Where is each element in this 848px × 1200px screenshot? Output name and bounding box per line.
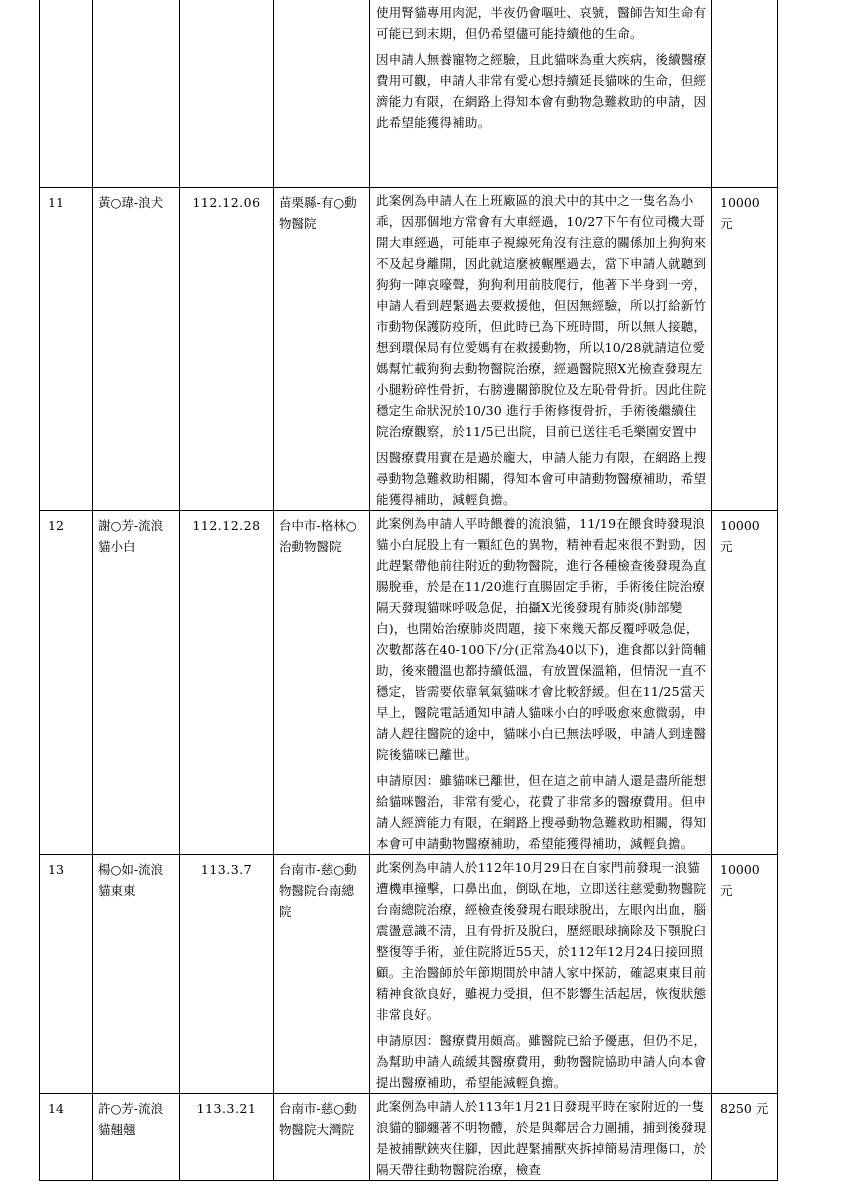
applicant-animal: 楊○如-流浪貓東東 [93,855,180,1094]
description-paragraph: 因醫療費用實在是過於龐大，申請人能力有限，在網路上搜尋動物急難救助相關，得知本會可申請動物醫療補助，希望能獲得補助，減輕負擔。 [376,450,707,507]
description-paragraph: 此案例為申請人在上班廠區的浪犬中的其中之一隻名為小乖，因那個地方常會有大車經過，10/27下午有位司機大哥開大車經過，可能車子視線死角沒有注意的關係加上狗狗來不及起身離開，因此就這麼被輾壓過去，當下申請人就聽到狗狗一陣哀嚎聲，狗狗利用前肢爬行，他著下半身到一旁，申請人看到趕緊過去要救援他，但因無經驗，所以打給新竹市動物保護防疫所，但此時已為下班時間，所以無人接聽，想到環保局有位愛媽有在救援動物，所以10/28就請這位愛媽幫忙載狗狗去動物醫院治療，經過醫院照X光檢查發現左小腿粉碎性骨折，右膀邊關節脫位及左恥骨骨折。因此住院穩定生命狀況於10/30 進行手術修復骨折，手術後繼續住院治療觀察，於11/5已出院，目前已送往毛毛樂園安置中 [376,193,707,439]
description-paragraph: 使用腎貓專用肉泥，半夜仍會嘔吐、哀號，醫師告知生命有可能已到末期，但仍希望儘可能持續他的生命。 [376,5,707,41]
hospital-name: 台南市-慈○動物醫院大灣院 [274,1094,370,1181]
subsidy-amount [712,0,778,188]
table-row [40,511,778,855]
case-description [370,1094,712,1181]
case-number: 11 [40,188,93,511]
subsidy-amount: 10000 元 [712,511,778,855]
applicant-animal: 謝○芳-流浪貓小白 [93,511,180,855]
hospital-name [274,0,370,188]
description-paragraph: 此案例為申請人於112年10月29日在自家門前發現一浪貓遭機車撞擊，口鼻出血，倒臥在地，立即送往慈愛動物醫院台南總院治療，經檢查後發現右眼球脫出，左眼內出血，腦震盪意識不清，且有骨折及脫臼，歷經眼球摘除及下顎脫臼整復等手術，並住院將近55天，於112年12月24日接回照顧。主治醫師於年節期間於申請人家中探訪，確認東東目前精神食欲良好，雖視力受損，但不影響生活起居，恢復狀態非常良好。 [376,860,707,1022]
applicant-animal: 許○芳-流浪貓翹翹 [93,1094,180,1181]
applicant-animal: 黃○瑋-浪犬 [93,188,180,511]
application-date: 113.3.21 [180,1094,274,1181]
description-paragraph: 因申請人無養寵物之經驗，且此貓咪為重大疾病，後續醫療費用可觀，申請人非常有愛心想持續延長貓咪的生命，但經濟能力有限，在網路上得知本會有動物急難救助的申請，因此希望能獲得補助。 [376,52,707,130]
table-row [40,188,778,511]
application-date: 113.3.7 [180,855,274,1094]
case-number: 14 [40,1094,93,1181]
case-table [39,0,778,1181]
application-date: 112.12.06 [180,188,274,511]
table-row [40,855,778,1094]
case-number: 13 [40,855,93,1094]
subsidy-amount: 10000 元 [712,188,778,511]
hospital-name: 台南市-慈○動物醫院台南總院 [274,855,370,1094]
case-description [370,188,712,511]
case-description [370,511,712,855]
hospital-name: 苗栗縣-有○動物醫院 [274,188,370,511]
case-number: 12 [40,511,93,855]
description-paragraph: 申請原因：醫療費用頗高。雖醫院已給予優惠，但仍不足，為幫助申請人疏緩其醫療費用，動物醫院協助申請人向本會提出醫療補助，希望能減輕負擔。 [376,1033,707,1090]
description-paragraph: 此案例為申請人於113年1月21日發現平時在家附近的一隻浪貓的腳纏著不明物體，於是與鄰居合力圍捕，捕到後發現是被捕獸鋏夾住腳，因此趕緊捕獸夾拆掉簡易清理傷口，於隔天帶往動物醫院治療，檢查 [376,1099,707,1177]
subsidy-amount: 10000 元 [712,855,778,1094]
table-row [40,1094,778,1181]
case-description [370,855,712,1094]
description-paragraph: 此案例為申請人平時餵養的流浪貓，11/19在餵食時發現浪貓小白屁股上有一顆紅色的異物，精神看起來很不對勁，因此趕緊帶他前往附近的動物醫院，進行各種檢查後發現為直腸脫垂，於是在11/20進行直腸固定手術，手術後住院治療隔天發現貓咪呼吸急促，拍攝X光後發現有肺炎(肺部變白)，也開始治療肺炎問題，接下來幾天都反覆呼吸急促，次數都落在40-100下/分(正常為40以下)，進食都以針筒輔助，後來體溫也都持續低溫，有放置保溫箱，但情況一直不穩定，皆需要依靠氧氣貓咪才會比較舒緩。但在11/25當天早上，醫院電話通知申請人貓咪小白的呼吸愈來愈微弱，申請人趕往醫院的途中，貓咪小白已無法呼吸，申請人到達醫院後貓咪已離世。 [376,516,707,762]
case-number [40,0,93,188]
hospital-name: 台中市-格林○治動物醫院 [274,511,370,855]
case-description [370,0,712,188]
description-paragraph: 申請原因：雖貓咪已離世，但在這之前申請人還是盡所能想給貓咪醫治，非常有愛心，花費了非常多的醫療費用。但申請人經濟能力有限，在網路上搜尋動物急難救助相關，得知本會可申請動物醫療補助，希望能獲得補助，減輕負擔。 [376,773,707,851]
table-row [40,0,778,188]
subsidy-amount: 8250 元 [712,1094,778,1181]
application-date [180,0,274,188]
application-date: 112.12.28 [180,511,274,855]
applicant-animal [93,0,180,188]
